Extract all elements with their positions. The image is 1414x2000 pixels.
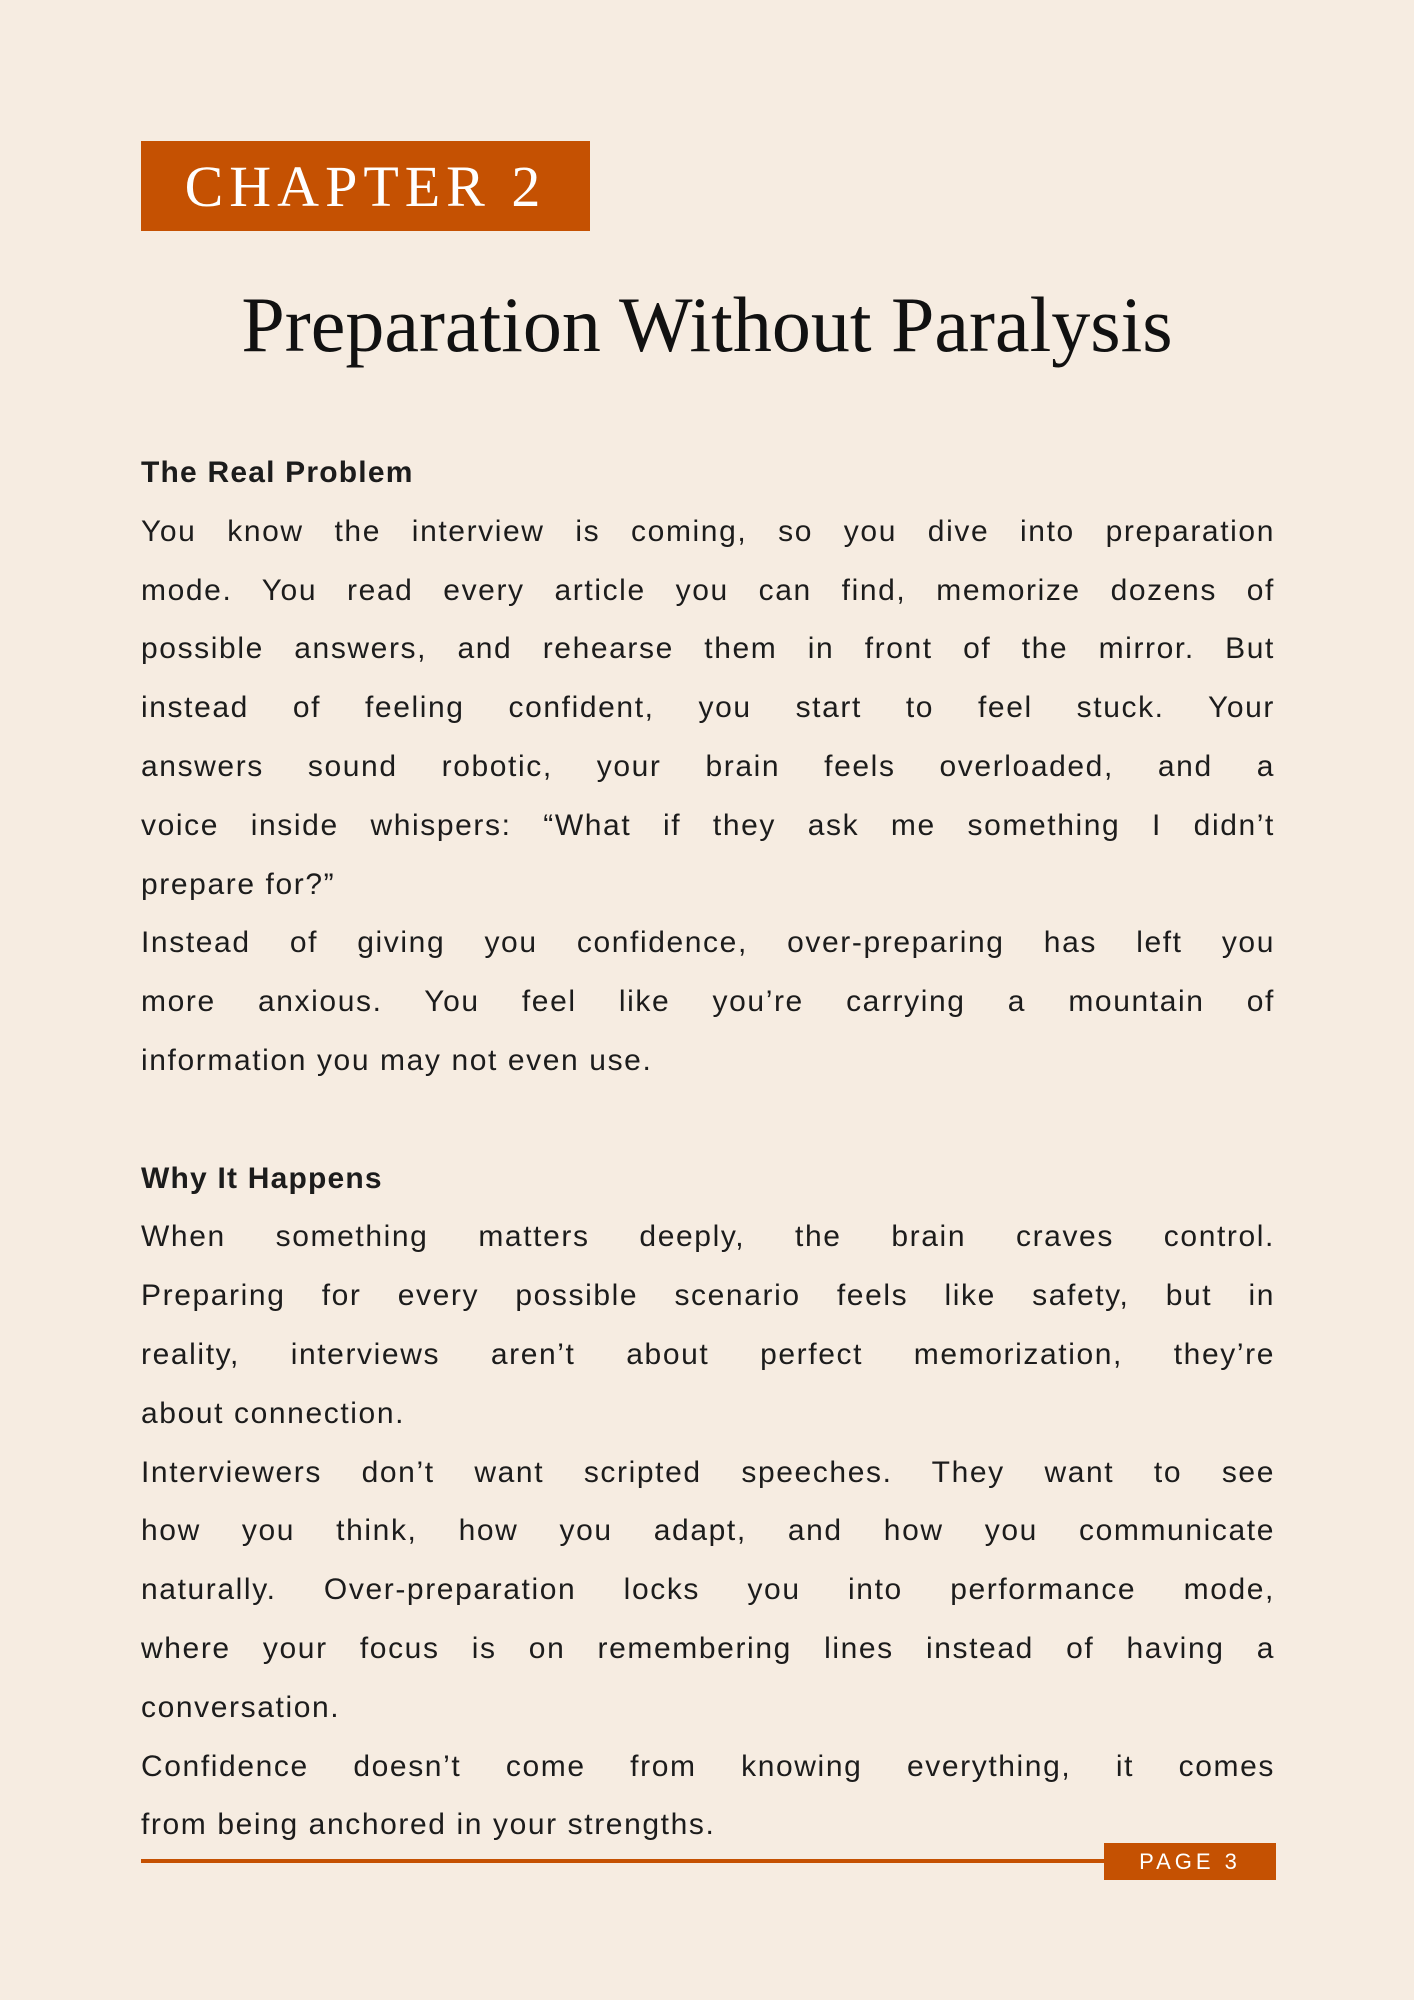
text-line: naturally. Over-preparation locks you into performance mode,	[141, 1573, 1275, 1607]
text-line: from being anchored in your strengths.	[141, 1808, 716, 1842]
text-line: mode. You read every article you can find, memorize dozens of	[141, 573, 1275, 607]
text-line: Instead of giving you confidence, over-preparing has left you	[141, 926, 1275, 960]
text-line: Interviewers don’t want scripted speeches. They want to see	[141, 1455, 1275, 1489]
text-line: information you may not even use.	[141, 1043, 653, 1077]
text-line: Confidence doesn’t come from knowing everything, it comes	[141, 1749, 1275, 1783]
text-line: how you think, how you adapt, and how you communicate	[141, 1514, 1275, 1548]
text-line: possible answers, and rehearse them in front of the mirror. But	[141, 632, 1275, 666]
section-heading: Why It Happens	[141, 1161, 383, 1195]
text-line: When something matters deeply, the brain craves control.	[141, 1220, 1275, 1254]
section-heading: The Real Problem	[141, 456, 414, 489]
paragraph	[141, 503, 1275, 915]
text-line: where your focus is on remembering lines instead of having a	[141, 1631, 1275, 1665]
text-line: Preparing for every possible scenario feels like safety, but in	[141, 1279, 1275, 1313]
text-line: You know the interview is coming, so you dive into preparation	[141, 514, 1275, 548]
footer-divider	[141, 1859, 1106, 1863]
text-line: prepare for?”	[141, 867, 336, 901]
text-line: reality, interviews aren’t about perfect memorization, they’re	[141, 1337, 1275, 1371]
text-line: voice inside whispers: “What if they ask me something I didn’t	[141, 808, 1275, 842]
chapter-label: CHAPTER 2	[141, 141, 590, 231]
paragraph	[141, 1738, 1275, 1856]
page-number: PAGE 3	[1104, 1843, 1276, 1880]
text-line: about connection.	[141, 1396, 406, 1430]
text-line: more anxious. You feel like you’re carrying a mountain of	[141, 985, 1275, 1019]
paragraph	[141, 914, 1275, 1090]
text-line: instead of feeling confident, you start to feel stuck. Your	[141, 691, 1275, 725]
section-spacer	[141, 1091, 1275, 1150]
page-title: Preparation Without Paralysis	[241, 281, 1173, 368]
paragraph	[141, 1444, 1275, 1738]
paragraph	[141, 1208, 1275, 1443]
chapter-body	[141, 444, 1275, 1855]
text-line: answers sound robotic, your brain feels overloaded, and a	[141, 749, 1275, 783]
text-line: conversation.	[141, 1690, 341, 1724]
